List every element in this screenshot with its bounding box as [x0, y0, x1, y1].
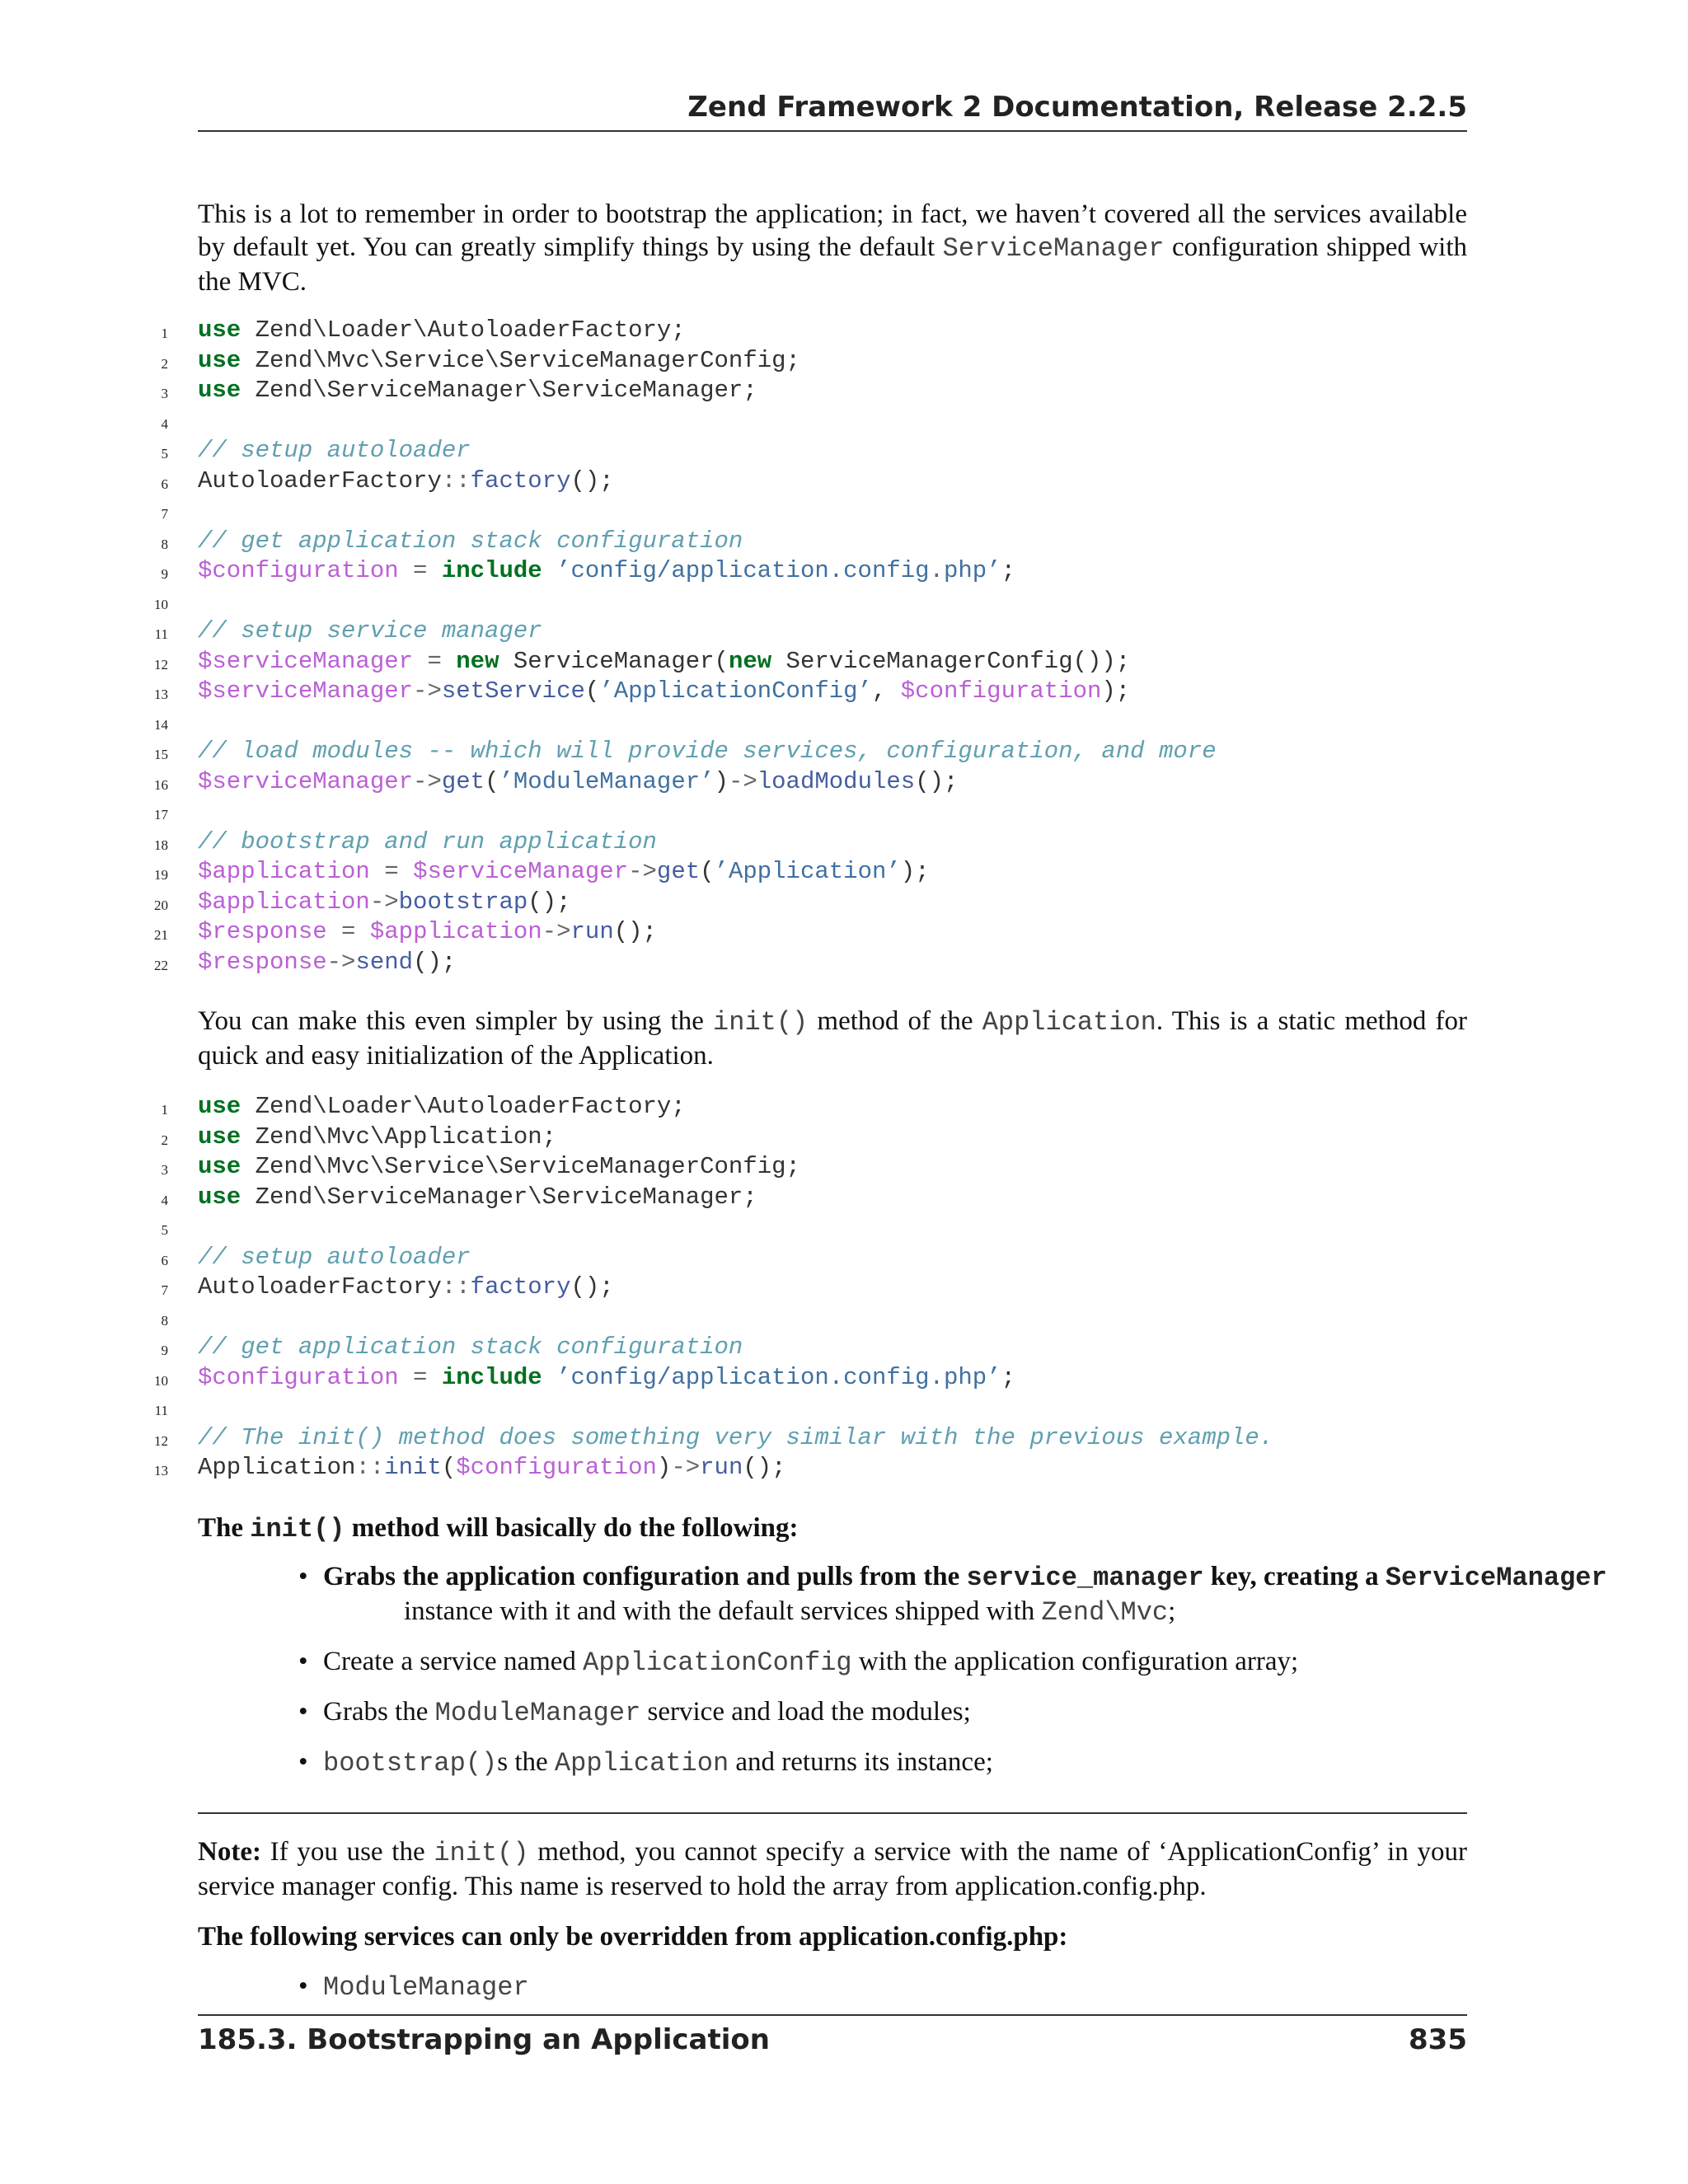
- code-line: [148, 406, 1550, 437]
- line-number: 7: [161, 1282, 168, 1298]
- line-number: 19: [154, 867, 168, 883]
- code-line: [148, 1183, 1550, 1213]
- code-line: [148, 346, 1550, 377]
- code-line: [148, 917, 1550, 948]
- line-number: 14: [154, 716, 168, 733]
- code-text: use Zend\ServiceManager\ServiceManager;: [198, 1183, 757, 1211]
- line-number: 13: [154, 1463, 168, 1479]
- code-text: // load modules -- which will provide services, configuration, and more: [198, 738, 1217, 765]
- inline-code-init: init(): [713, 1007, 809, 1038]
- code-line: [148, 707, 1550, 738]
- code-line: [148, 767, 1550, 798]
- code-text: use Zend\ServiceManager\ServiceManager;: [198, 377, 757, 404]
- code-text: $serviceManager = new ServiceManager(new ServiceManagerConfig());: [198, 647, 1131, 675]
- line-number: 5: [161, 1222, 168, 1238]
- init-steps-list: [298, 1560, 1688, 1796]
- code-block-bootstrap-manual: [148, 316, 1550, 977]
- line-number: 12: [154, 656, 168, 673]
- line-number: 17: [154, 807, 168, 823]
- code-text: // setup autoloader: [198, 1243, 471, 1271]
- list-item: • ModuleManager: [298, 1971, 529, 2003]
- running-footer: [198, 2014, 1467, 2060]
- line-number: 20: [154, 897, 168, 913]
- code-line: [148, 1303, 1550, 1333]
- code-text: AutoloaderFactory::factory();: [198, 1273, 614, 1301]
- code-line: [148, 677, 1550, 707]
- code-line: [148, 737, 1550, 767]
- code-line: [148, 376, 1550, 406]
- code-text: $application->bootstrap();: [198, 888, 571, 916]
- code-line: [148, 857, 1550, 888]
- code-line: [148, 948, 1550, 978]
- line-number: 6: [161, 476, 168, 492]
- list-item: • Grabs the application configuration and pulls from the service_manager key, creating a ServiceManager instance with it and with the default services shipped with Zend\Mvc;: [298, 1562, 1607, 1628]
- list-item: • bootstrap()s the Application and returns its instance;: [298, 1747, 993, 1779]
- code-text: $serviceManager->setService(’ApplicationConfig’, $configuration);: [198, 677, 1131, 705]
- running-header: Zend Framework 2 Documentation, Release 2.2.5: [198, 89, 1467, 132]
- line-number: 12: [154, 1432, 168, 1449]
- code-text: // setup autoloader: [198, 437, 471, 464]
- code-line: [148, 1333, 1550, 1363]
- line-number: 6: [161, 1252, 168, 1268]
- note-paragraph: Note: If you use the init() method, you cannot specify a service with the name of ‘ApplicationConfig’ in your service manager config. This name is reserved to hold the array from application.config.php.: [198, 1837, 1467, 1901]
- code-line: [148, 616, 1550, 647]
- note-divider: [198, 1812, 1467, 1814]
- line-number: 3: [161, 1162, 168, 1178]
- code-line: [148, 1453, 1550, 1483]
- line-number: 4: [161, 415, 168, 432]
- line-number: 9: [161, 566, 168, 582]
- code-line: [148, 647, 1550, 677]
- code-line: [148, 1212, 1550, 1243]
- line-number: 1: [161, 1102, 168, 1118]
- list-item: • Create a service named ApplicationConfig with the application configuration array;: [298, 1647, 1299, 1678]
- footer-section-title: 185.3. Bootstrapping an Application: [198, 2023, 770, 2056]
- code-text: // get application stack configuration: [198, 527, 743, 555]
- code-line: [148, 1272, 1550, 1303]
- code-text: Application::init($configuration)->run();: [198, 1454, 786, 1481]
- list-item: • Grabs the ModuleManager service and load the modules;: [298, 1697, 971, 1728]
- page-number: 835: [1409, 2023, 1467, 2056]
- code-line: [148, 527, 1550, 557]
- code-text: // setup service manager: [198, 617, 542, 644]
- line-number: 5: [161, 446, 168, 462]
- code-text: use Zend\Loader\AutoloaderFactory;: [198, 316, 686, 344]
- inline-code-servicemanager: ServiceManager: [942, 233, 1165, 264]
- code-text: $configuration = include ’config/application.config.php’;: [198, 557, 1015, 584]
- code-text: // bootstrap and run application: [198, 827, 657, 855]
- line-number: 16: [154, 776, 168, 793]
- line-number: 15: [154, 747, 168, 762]
- line-number: 10: [154, 1372, 168, 1389]
- code-text: $response = $application->run();: [198, 918, 657, 945]
- code-line: [148, 1363, 1550, 1394]
- code-line: [148, 1122, 1550, 1153]
- line-number: 7: [161, 506, 168, 522]
- code-text: $configuration = include ’config/application.config.php’;: [198, 1363, 1015, 1391]
- intro-paragraph: This is a lot to remember in order to bootstrap the application; in fact, we haven’t covered all the services available by default yet. You can greatly simplify things by using the default ServiceManager configuration shipped with the MVC.: [198, 199, 1467, 297]
- line-number: 3: [161, 386, 168, 401]
- code-line: [148, 1393, 1550, 1423]
- code-line: [148, 587, 1550, 617]
- code-text: $serviceManager->get(’ModuleManager’)->loadModules();: [198, 767, 959, 795]
- code-line: [148, 888, 1550, 918]
- override-list: [298, 1970, 1688, 2020]
- code-line: [148, 827, 1550, 858]
- line-number: 8: [161, 536, 168, 552]
- code-line: [148, 1423, 1550, 1454]
- code-line: [148, 1092, 1550, 1122]
- code-line: [148, 1152, 1550, 1183]
- code-block-bootstrap-init: [148, 1092, 1550, 1483]
- code-text: $response->send();: [198, 948, 457, 976]
- code-line: [148, 797, 1550, 827]
- code-text: use Zend\Mvc\Application;: [198, 1122, 557, 1151]
- override-heading: The following services can only be overridden from application.config.php:: [198, 1922, 1068, 1952]
- code-text: use Zend\Mvc\Service\ServiceManagerConfig;: [198, 346, 800, 374]
- inline-code-application: Application: [982, 1007, 1156, 1038]
- line-number: 1: [161, 326, 168, 341]
- line-number: 13: [154, 687, 168, 702]
- line-number: 10: [154, 596, 168, 612]
- line-number: 2: [161, 355, 168, 372]
- init-method-heading: The init() method will basically do the following:: [198, 1513, 799, 1544]
- line-number: 21: [154, 927, 168, 943]
- code-line: [148, 496, 1550, 527]
- code-text: use Zend\Loader\AutoloaderFactory;: [198, 1093, 686, 1120]
- line-number: 2: [161, 1132, 168, 1148]
- init-intro-paragraph: You can make this even simpler by using the init() method of the Application. This is a static method for quick and easy initialization of the Application.: [198, 1006, 1467, 1071]
- code-line: [148, 556, 1550, 587]
- code-text: // The init() method does something very similar with the previous example.: [198, 1423, 1274, 1451]
- note-label: Note:: [198, 1837, 261, 1867]
- line-number: 18: [154, 837, 168, 853]
- line-number: 9: [161, 1343, 168, 1358]
- line-number: 4: [161, 1192, 168, 1208]
- code-text: use Zend\Mvc\Service\ServiceManagerConfig;: [198, 1153, 800, 1180]
- code-line: [148, 466, 1550, 497]
- code-line: [148, 316, 1550, 346]
- line-number: 8: [161, 1312, 168, 1329]
- code-text: $application = $serviceManager->get(’Application’);: [198, 858, 930, 885]
- line-number: 11: [154, 626, 168, 642]
- code-text: // get application stack configuration: [198, 1333, 743, 1361]
- code-line: [148, 1243, 1550, 1273]
- line-number: 11: [154, 1403, 168, 1418]
- line-number: 22: [154, 957, 168, 973]
- code-line: [148, 436, 1550, 466]
- code-text: AutoloaderFactory::factory();: [198, 466, 614, 494]
